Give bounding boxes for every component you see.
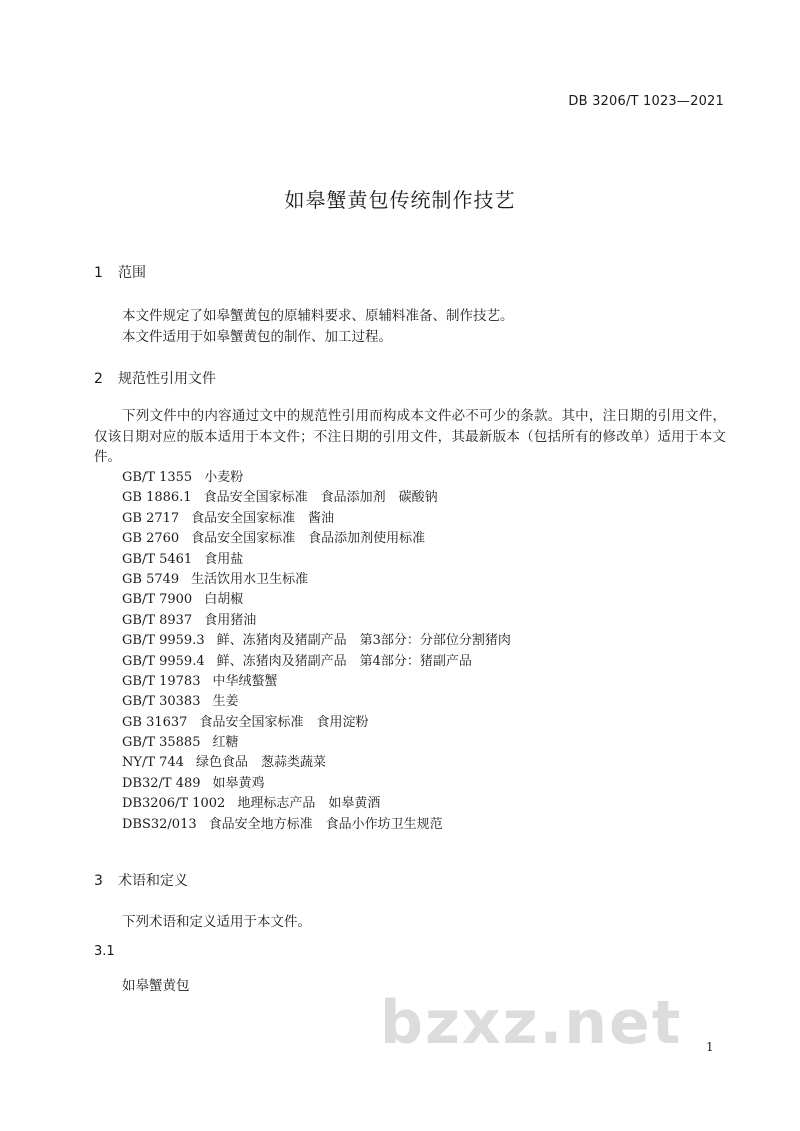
section-2-intro: 下列文件中的内容通过文中的规范性引用而构成本文件必不可少的条款。其中，注日期的引用文件，仅该日期对应的版本适用于本文件；不注日期的引用文件，其最新版本（包括所有的修改单）适用于本文件。 bbox=[94, 408, 726, 465]
section-1-heading bbox=[94, 262, 146, 282]
document-code: DB 3206/T 1023—2021 bbox=[568, 94, 724, 109]
document-title: 如皋蟹黄包传统制作技艺 bbox=[284, 188, 516, 212]
reference-code: GB/T 35885 bbox=[122, 735, 201, 751]
page-number: 1 bbox=[706, 1040, 714, 1054]
reference-item bbox=[122, 672, 511, 692]
reference-title: 食品安全国家标准 食用淀粉 bbox=[199, 714, 369, 730]
reference-list bbox=[122, 468, 511, 835]
reference-code: GB 2717 bbox=[122, 510, 180, 526]
reference-code: GB 31637 bbox=[122, 714, 188, 730]
reference-code: GB/T 9959.3 bbox=[122, 633, 205, 649]
reference-title: 食品安全国家标准 食品添加剂 碳酸钠 bbox=[203, 490, 438, 506]
reference-code: GB/T 7900 bbox=[122, 592, 193, 608]
section-2-title: 规范性引用文件 bbox=[118, 371, 216, 387]
reference-title: 中华绒螯蟹 bbox=[212, 673, 278, 689]
reference-code: GB/T 30383 bbox=[122, 694, 201, 710]
reference-item bbox=[122, 468, 511, 488]
reference-title: 食品安全国家标准 酱油 bbox=[191, 510, 335, 526]
reference-code: GB/T 8937 bbox=[122, 612, 193, 628]
reference-title: 白胡椒 bbox=[204, 592, 244, 608]
reference-item bbox=[122, 570, 511, 590]
reference-item bbox=[122, 611, 511, 631]
reference-title: 鲜、冻猪肉及猪副产品 第3部分：分部位分割猪肉 bbox=[216, 633, 511, 649]
reference-code: GB/T 5461 bbox=[122, 551, 193, 567]
reference-item bbox=[122, 692, 511, 712]
reference-item bbox=[122, 550, 511, 570]
reference-item bbox=[122, 815, 511, 835]
section-1-number: 1 bbox=[94, 265, 103, 281]
section-3-title: 术语和定义 bbox=[118, 873, 188, 889]
reference-title: 绿色食品 葱蒜类蔬菜 bbox=[195, 755, 326, 771]
reference-code: GB 2760 bbox=[122, 531, 180, 547]
reference-title: 地理标志产品 如皋黄酒 bbox=[237, 796, 381, 812]
reference-code: GB/T 19783 bbox=[122, 673, 201, 689]
reference-title: 食用猪油 bbox=[204, 612, 257, 628]
reference-title: 如皋黄鸡 bbox=[212, 775, 265, 791]
section-3-intro: 下列术语和定义适用于本文件。 bbox=[122, 914, 311, 930]
reference-code: DB32/T 489 bbox=[122, 775, 201, 791]
watermark: bzxz.net bbox=[380, 988, 683, 1058]
reference-code: GB/T 9959.4 bbox=[122, 653, 205, 669]
reference-title: 生活饮用水卫生标准 bbox=[191, 571, 309, 587]
section-3-number: 3 bbox=[94, 873, 103, 889]
reference-title: 食用盐 bbox=[204, 551, 244, 567]
reference-item bbox=[122, 713, 511, 733]
reference-code: NY/T 744 bbox=[122, 755, 184, 771]
section-2-number: 2 bbox=[94, 371, 103, 387]
section-2-heading bbox=[94, 368, 216, 388]
reference-title: 红糖 bbox=[212, 735, 239, 751]
reference-item bbox=[122, 794, 511, 814]
section-1-title: 范围 bbox=[118, 265, 146, 281]
reference-code: DB3206/T 1002 bbox=[122, 796, 226, 812]
reference-code: GB 5749 bbox=[122, 571, 180, 587]
reference-code: DBS32/013 bbox=[122, 816, 197, 832]
reference-title: 食品安全地方标准 食品小作坊卫生规范 bbox=[208, 816, 443, 832]
reference-item bbox=[122, 774, 511, 794]
section-3-heading bbox=[94, 870, 188, 890]
reference-title: 鲜、冻猪肉及猪副产品 第4部分：猪副产品 bbox=[216, 653, 472, 669]
reference-item bbox=[122, 488, 511, 508]
reference-title: 生姜 bbox=[212, 694, 239, 710]
section-1-paragraph-2: 本文件适用于如皋蟹黄包的制作、加工过程。 bbox=[122, 329, 392, 345]
reference-code: GB 1886.1 bbox=[122, 490, 192, 506]
reference-item bbox=[122, 509, 511, 529]
reference-item bbox=[122, 631, 511, 651]
reference-item bbox=[122, 652, 511, 672]
reference-title: 食品安全国家标准 食品添加剂使用标准 bbox=[191, 531, 426, 547]
reference-item bbox=[122, 590, 511, 610]
reference-code: GB/T 1355 bbox=[122, 470, 193, 485]
reference-title: 小麦粉 bbox=[204, 470, 244, 485]
reference-item bbox=[122, 753, 511, 773]
reference-item bbox=[122, 529, 511, 549]
term-name: 如皋蟹黄包 bbox=[122, 978, 190, 994]
reference-item bbox=[122, 733, 511, 753]
section-1-paragraph-1: 本文件规定了如皋蟹黄包的原辅料要求、原辅料准备、制作技艺。 bbox=[122, 308, 514, 324]
subclause-number: 3.1 bbox=[94, 944, 115, 959]
